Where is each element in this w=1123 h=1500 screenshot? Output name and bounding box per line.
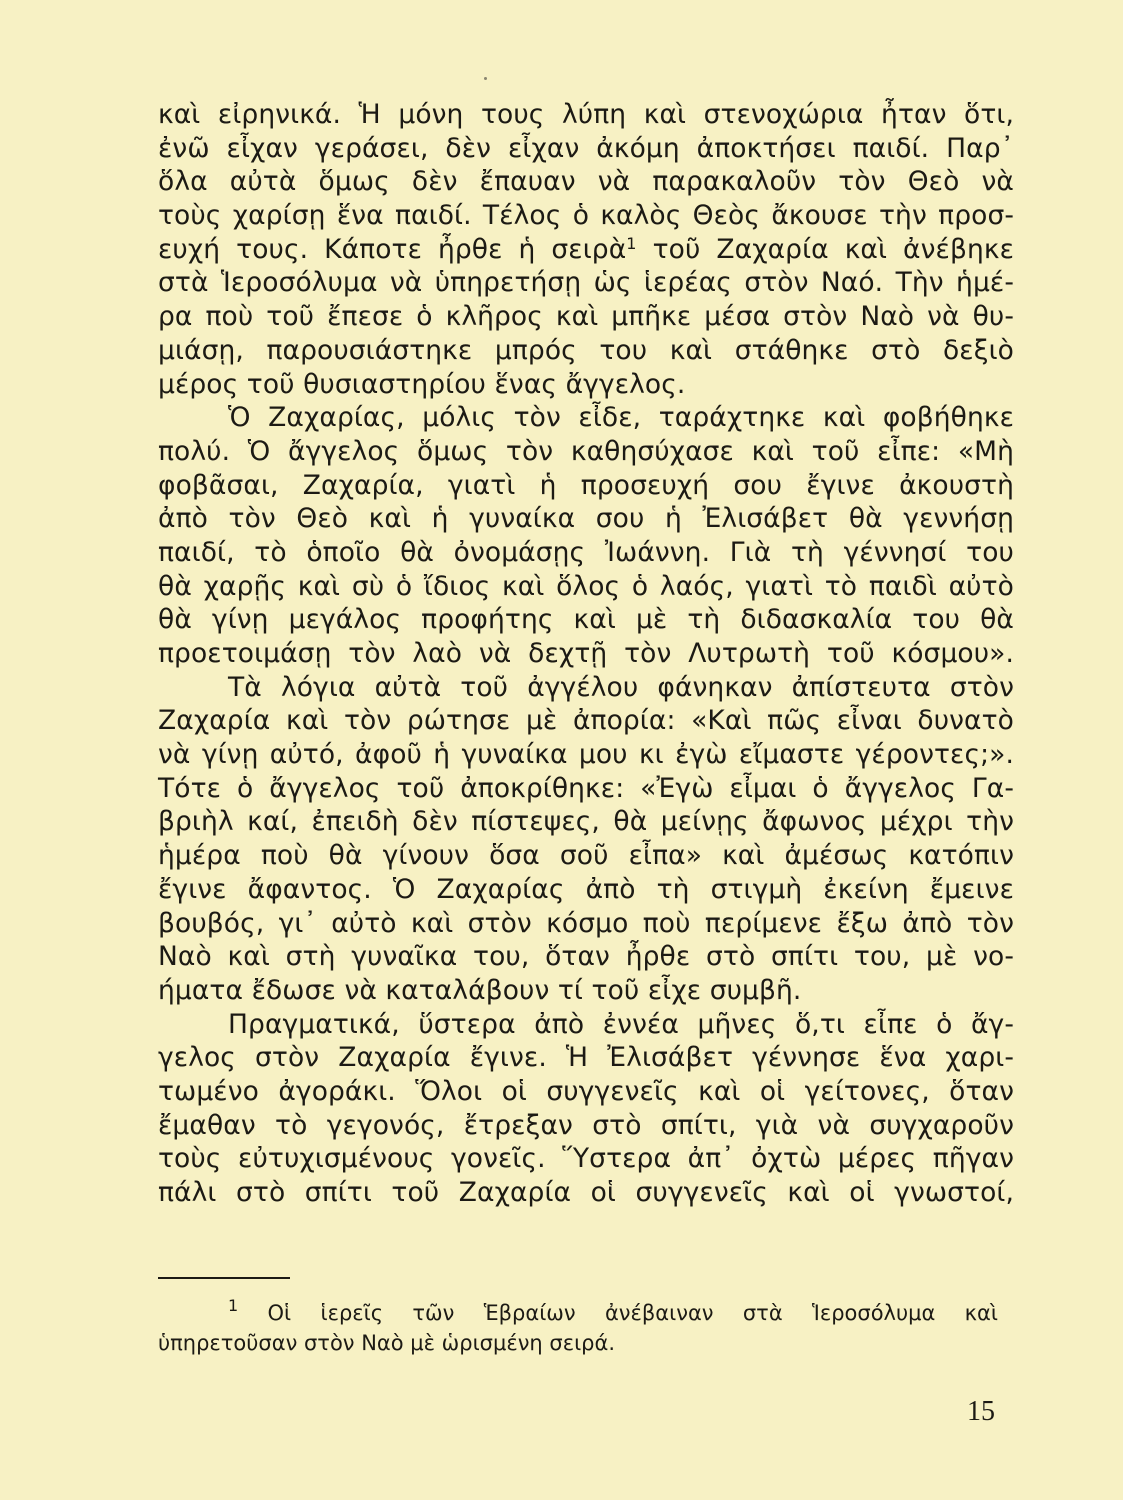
text-line: ἔμαθαν τὸ γεγονός, ἔτρεξαν στὸ σπίτι, γιὰ νὰ συγχαροῦν [158,1109,1014,1141]
paragraph-start: Πραγματικά, ὕστερα ἀπὸ ἐννέα μῆνες ὅ,τι εἶπε ὁ ἄγ- [228,1008,1014,1040]
text-line: βριὴλ καί, ἐπειδὴ δὲν πίστεψες, θὰ μείνῃς ἄφωνος μέχρι τὴν [158,806,1014,838]
text-line: γελος στὸν Ζαχαρία ἔγινε. Ἡ Ἐλισάβετ γέννησε ἕνα χαρι- [158,1042,1014,1074]
text-line: φοβᾶσαι, Ζαχαρία, γιατὶ ἡ προσευχή σου ἔγινε ἀκουστὴ [158,469,1014,501]
text-line: τοὺς εὐτυχισμένους γονεῖς. Ὕστερα ἀπ᾽ ὀχτὼ μέρες πῆγαν [158,1143,1014,1175]
text-line: θὰ χαρῇς καὶ σὺ ὁ ἴδιος καὶ ὅλος ὁ λαός, γιατὶ τὸ παιδὶ αὐτὸ [158,570,1014,602]
text-line: Τότε ὁ ἄγγελος τοῦ ἀποκρίθηκε: «Ἐγὼ εἶμαι ὁ ἄγγελος Γα- [158,772,1014,804]
text-line: ἔγινε ἄφαντος. Ὁ Ζαχαρίας ἀπὸ τὴ στιγμὴ ἐκείνη ἔμεινε [158,873,1014,905]
text-line: νὰ γίνῃ αὐτό, ἀφοῦ ἡ γυναίκα μου κι ἐγὼ εἴμαστε γέροντες;». [158,739,1014,771]
text-line: ἀπὸ τὸν Θεὸ καὶ ἡ γυναίκα σου ἡ Ἐλισάβετ θὰ γεννήσῃ [158,503,1014,535]
body-text [158,98,1014,1210]
footnote-text: Οἱ ἱερεῖς τῶν Ἑβραίων ἀνέβαιναν στὰ Ἱεροσόλυμα καὶ [267,1301,998,1325]
text-line: παιδί, τὸ ὁποῖο θὰ ὀνομάσῃς Ἰωάννη. Γιὰ τὴ γέννησί του [158,536,1014,568]
footnote-marker: 1 [228,1296,239,1315]
text-line: ὅλα αὐτὰ ὅμως δὲν ἔπαυαν νὰ παρακαλοῦν τὸν Θεὸ νὰ [158,166,1014,198]
paper-speck [484,77,487,80]
text-line: στὰ Ἱεροσόλυμα νὰ ὑπηρετήσῃ ὡς ἱερέας στὸν Ναό. Τὴν ἡμέ- [158,267,1014,299]
paragraph-start: Ὁ Ζαχαρίας, μόλις τὸν εἶδε, ταράχτηκε καὶ φοβήθηκε [228,402,1014,434]
text-line: μέρος τοῦ θυσιαστηρίου ἕνας ἄγγελος. [158,368,686,400]
text-line: θὰ γίνῃ μεγάλος προφήτης καὶ μὲ τὴ διδασκαλία του θὰ [158,604,1014,636]
text-line: ήματα ἔδωσε νὰ καταλάβουν τί τοῦ εἶχε συμβῆ. [158,974,802,1006]
text-line: τοὺς χαρίσῃ ἕνα παιδί. Τέλος ὁ καλὸς Θεὸς ἄκουσε τὴν προσ- [158,200,1014,232]
text-line: Ζαχαρία καὶ τὸν ρώτησε μὲ ἀπορία: «Καὶ πῶς εἶναι δυνατὸ [158,705,1014,737]
page-number: 15 [967,1396,995,1427]
footnote-line [158,1298,998,1328]
text-line: πάλι στὸ σπίτι τοῦ Ζαχαρία οἱ συγγενεῖς καὶ οἱ γνωστοί, [158,1177,1014,1208]
text-line: πολύ. Ὁ ἄγγελος ὅμως τὸν καθησύχασε καὶ τοῦ εἶπε: «Μὴ [158,435,1014,467]
footnote [158,1298,998,1358]
text-segment: τοῦ Ζαχαρία καὶ ἀνέβηκε [652,233,1014,265]
text-line: Ναὸ καὶ στὴ γυναῖκα του, ὅταν ἦρθε στὸ σπίτι του, μὲ νο- [158,941,1014,973]
paragraph-start: Τὰ λόγια αὐτὰ τοῦ ἀγγέλου φάνηκαν ἀπίστευτα στὸν [228,671,1014,703]
footnote-ref: 1 [626,233,637,253]
footnote-separator [158,1277,290,1279]
text-segment: ευχή τους. Κάποτε ἦρθε ἡ σειρὰ [158,233,627,265]
text-line: τωμένο ἀγοράκι. Ὅλοι οἱ συγγενεῖς καὶ οἱ γείτονες, ὅταν [158,1075,1014,1107]
footnote-line: ὑπηρετοῦσαν στὸν Ναὸ μὲ ὡρισμένη σειρά. [158,1331,616,1355]
text-line: μιάσῃ, παρουσιάστηκε μπρός του καὶ στάθηκε στὸ δεξιὸ [158,334,1014,366]
text-line: βουβός, γι᾽ αὐτὸ καὶ στὸν κόσμο ποὺ περίμενε ἔξω ἀπὸ τὸν [158,907,1014,939]
text-line: ἐνῶ εἶχαν γεράσει, δὲν εἶχαν ἀκόμη ἀποκτήσει παιδί. Παρ᾽ [158,132,1014,164]
text-line-with-footnote-ref [158,233,1014,267]
text-line: προετοιμάσῃ τὸν λαὸ νὰ δεχτῇ τὸν Λυτρωτὴ τοῦ κόσμου». [158,638,1014,669]
text-line: ρα ποὺ τοῦ ἔπεσε ὁ κλῆρος καὶ μπῆκε μέσα στὸν Ναὸ νὰ θυ- [158,301,1014,333]
text-line: ἡμέρα ποὺ θὰ γίνουν ὅσα σοῦ εἶπα» καὶ ἀμέσως κατόπιν [158,840,1014,872]
text-line: καὶ εἰρηνικά. Ἡ μόνη τους λύπη καὶ στενοχώρια ἦταν ὅτι, [158,99,1014,130]
